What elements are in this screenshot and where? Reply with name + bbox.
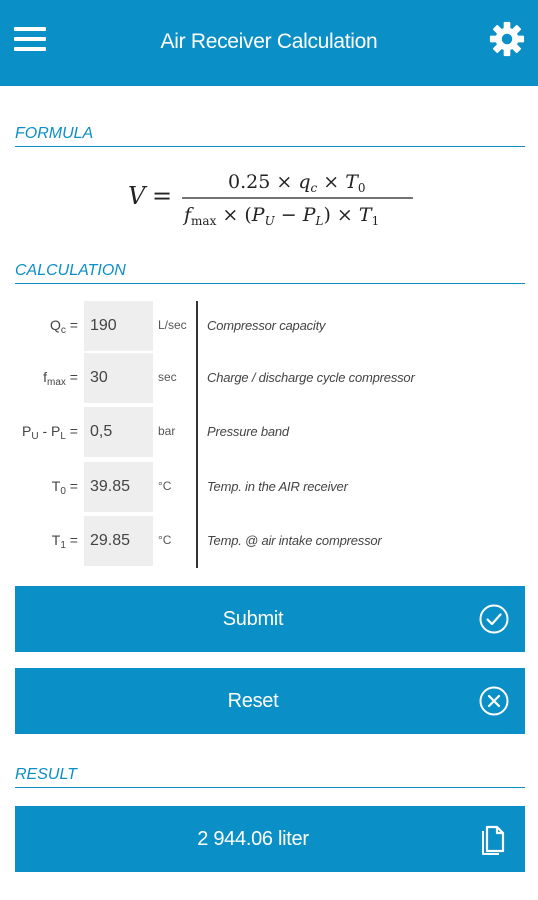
field-label: $P_U - P_L$ = (22, 423, 78, 442)
result-value: 2 944.06 liter (197, 828, 309, 850)
check-circle-icon (478, 603, 510, 635)
submit-button[interactable] (15, 586, 525, 652)
qc-input[interactable] (84, 301, 153, 351)
description-label: Temp. in the AIR receiver (207, 479, 348, 494)
result-heading: RESULT (15, 766, 525, 788)
pressure-band-input[interactable] (84, 407, 153, 457)
row-temp-receiver (0, 462, 538, 514)
gear-icon[interactable] (488, 20, 526, 58)
unit-label: °C (158, 533, 172, 547)
svg-text:fmax × (PU − PL) × T1: $f_{max} \times (P_U - P_L) \times T_1$ (184, 204, 380, 228)
unit-label: bar (158, 424, 176, 438)
formula-equation (0, 166, 538, 232)
page-title: Air Receiver Calculation (160, 30, 378, 53)
svg-text:=: = (152, 182, 173, 210)
copy-document-icon[interactable] (478, 823, 510, 855)
formula-heading: FORMULA (15, 125, 525, 147)
unit-label: L/sec (158, 318, 187, 332)
row-cycle (0, 353, 538, 405)
field-label: $T_1$ = (51, 532, 78, 551)
unit-label: °C (158, 479, 172, 493)
field-label: $f_{max}$ = (43, 369, 78, 388)
submit-label: Submit (222, 608, 284, 630)
description-label: Compressor capacity (207, 318, 326, 333)
svg-text:V: V (128, 182, 146, 210)
reset-label: Reset (227, 690, 279, 712)
row-temp-intake (0, 516, 538, 568)
description-label: Temp. @ air intake compressor (207, 533, 382, 548)
description-label: Charge / discharge cycle compressor (207, 370, 415, 385)
field-label: $T_0$ = (51, 478, 78, 497)
app-header (0, 0, 538, 86)
row-pressure-band (0, 407, 538, 459)
t0-input[interactable] (84, 462, 153, 512)
field-label: $Q_c$ = (50, 317, 78, 336)
description-label: Pressure band (207, 424, 289, 439)
calculation-heading: CALCULATION (15, 262, 525, 284)
result-box (15, 806, 525, 872)
t1-input[interactable] (84, 516, 153, 566)
reset-button[interactable] (15, 668, 525, 734)
svg-text:0.25 × qc × T0: $0.25 \times q_c \times T_0$ (228, 171, 366, 195)
unit-label: sec (158, 370, 177, 384)
close-circle-icon (478, 685, 510, 717)
fmax-input[interactable] (84, 353, 153, 403)
row-compressor-capacity (0, 301, 538, 353)
